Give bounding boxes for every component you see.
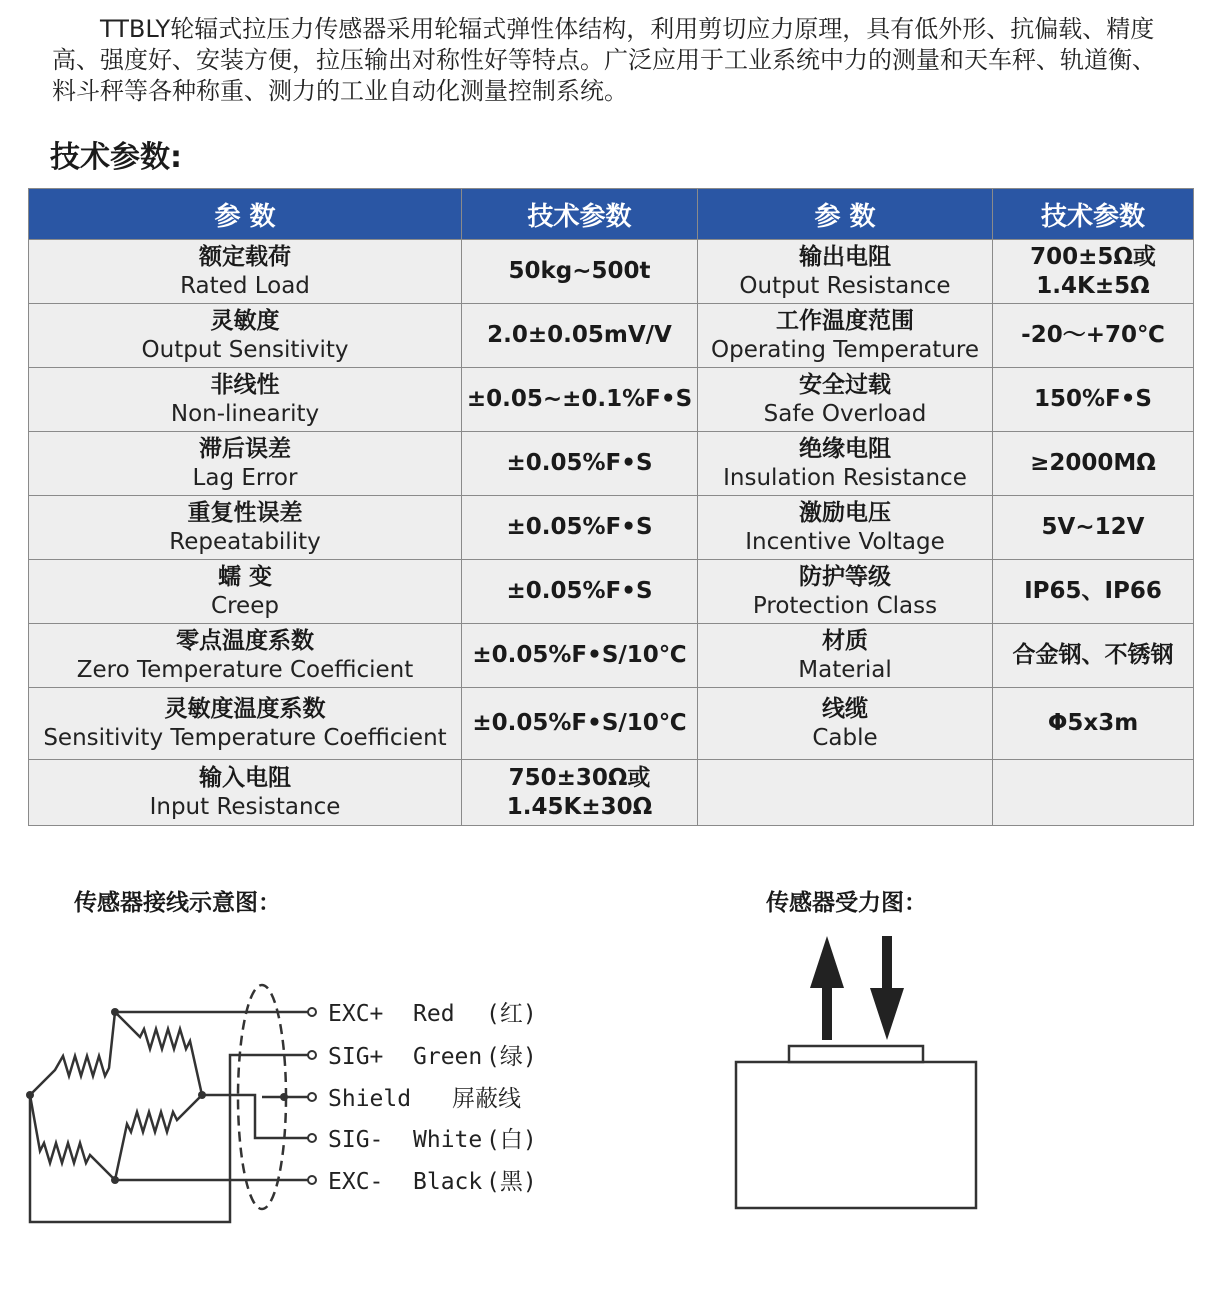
wire-color-label: Red — [413, 1001, 455, 1027]
wire-cn-label: (红) — [486, 1001, 537, 1027]
spec-value: 700±5Ω或 — [1030, 243, 1156, 270]
spec-value: IP65、IP66 — [1024, 578, 1162, 604]
spec-value: 750±30Ω或 — [508, 764, 651, 791]
param-name-cn: 线缆 — [822, 695, 868, 722]
wiring-diagram-title: 传感器接线示意图： — [74, 890, 281, 916]
param-name-cn: 重复性误差 — [187, 499, 303, 526]
param-name-cn: 灵敏度温度系数 — [164, 695, 326, 722]
param-name-en: Input Resistance — [149, 793, 341, 820]
load-cell-body — [736, 1062, 976, 1208]
spec-value: ≥2000MΩ — [1030, 450, 1156, 476]
load-cell-button — [789, 1046, 923, 1062]
wire-signal-label: EXC+ — [328, 1001, 384, 1027]
param-name-cn: 绝缘电阻 — [799, 435, 891, 462]
wire-labels — [328, 1001, 537, 1195]
param-name-en: Sensitivity Temperature Coefficient — [43, 724, 447, 751]
resistor-bottom-left — [30, 1095, 115, 1180]
param-name-cn: 非线性 — [210, 371, 280, 398]
param-name-cn: 安全过载 — [799, 371, 891, 398]
param-name-cn: 灵敏度 — [210, 307, 280, 334]
down-arrow-icon — [870, 936, 904, 1040]
param-name-cn: 输出电阻 — [799, 243, 891, 270]
section-title: 技术参数: — [50, 140, 182, 175]
param-name-en: Non-linearity — [170, 400, 320, 427]
force-diagram — [736, 936, 976, 1208]
wire-signal-label: SIG+ — [328, 1044, 384, 1070]
param-name-cn: 滞后误差 — [199, 435, 291, 462]
wire-signal-label: SIG- — [328, 1127, 384, 1153]
param-name-cn: 零点温度系数 — [176, 627, 314, 654]
resistor-top-left — [30, 1012, 115, 1095]
wire-cn-label: (黑) — [486, 1169, 537, 1195]
wire-color-label: Green — [413, 1044, 483, 1070]
spec-value: Φ5x3m — [1047, 710, 1139, 736]
spec-value: ±0.05%F•S — [506, 450, 653, 476]
resistor-bottom-right — [115, 1095, 202, 1180]
header-spec-2: 技术参数 — [993, 189, 1194, 240]
param-name-cn: 蠕 变 — [217, 563, 272, 590]
wire-cn-label: (绿) — [486, 1044, 537, 1070]
param-name-en: Repeatability — [169, 528, 321, 555]
param-name-en: Output Sensitivity — [141, 336, 349, 363]
param-name-en: Incentive Voltage — [745, 528, 945, 555]
wire-signal-label: Shield — [328, 1086, 412, 1112]
wire-sig-minus — [202, 1095, 308, 1138]
param-name-cn: 材质 — [822, 627, 868, 654]
spec-value: ±0.05%F•S — [506, 514, 653, 540]
header-spec-1: 技术参数 — [462, 189, 698, 240]
param-name-en: Protection Class — [752, 592, 938, 619]
param-name-cn: 防护等级 — [799, 563, 891, 590]
intro-paragraph: TTBLY轮辐式拉压力传感器采用轮辐式弹性体结构，利用剪切应力原理，具有低外形、抗偏载、精度高、强度好、安装方便，拉压输出对称性好等特点。广泛应用于工业系统中力的测量和天车秤、轨道衡、料斗秤等各种称重、测力的工业自动化测量控制系统。 — [52, 15, 1156, 105]
spec-value: 50kg~500t — [508, 258, 651, 284]
param-name-en: Material — [798, 656, 892, 683]
spec-value: 合金钢、不锈钢 — [1012, 642, 1174, 668]
param-name-cn: 工作温度范围 — [776, 307, 914, 334]
param-name-en: Zero Temperature Coefficient — [76, 656, 414, 683]
param-name-en: Rated Load — [180, 272, 310, 299]
param-name-en: Output Resistance — [739, 272, 951, 299]
param-name-cn: 输入电阻 — [199, 764, 291, 791]
wire-color-label: White — [413, 1127, 483, 1153]
spec-value: ±0.05%F•S — [506, 578, 653, 604]
spec-value: ±0.05%F•S/10℃ — [472, 710, 687, 736]
spec-value: 5V~12V — [1041, 514, 1145, 540]
param-name-en: Cable — [812, 724, 878, 751]
spec-value: 1.4K±5Ω — [1036, 272, 1150, 299]
param-name-en: Creep — [211, 592, 279, 619]
wire-signal-label: EXC- — [328, 1169, 384, 1195]
spec-value: ±0.05%F•S/10℃ — [472, 642, 687, 668]
spec-value: -20～+70℃ — [1021, 322, 1165, 348]
wire-cn-label: 屏蔽线 — [452, 1086, 521, 1112]
spec-value: ±0.05~±0.1%F•S — [466, 386, 693, 412]
param-name-en: Operating Temperature — [711, 336, 979, 363]
wire-cn-label: (白) — [486, 1127, 537, 1153]
header-param-2: 参 数 — [698, 189, 993, 240]
terminal-dots — [308, 1008, 316, 1184]
spec-value: 1.45K±30Ω — [506, 793, 653, 820]
resistor-top-right — [115, 1012, 202, 1095]
param-name-cn: 额定载荷 — [199, 243, 291, 270]
param-name-en: Safe Overload — [763, 400, 927, 427]
up-arrow-icon — [810, 936, 844, 1040]
wire-color-label: Black — [413, 1169, 483, 1195]
param-name-cn: 激励电压 — [799, 499, 891, 526]
spec-value: 150%F•S — [1033, 386, 1153, 412]
param-name-en: Insulation Resistance — [723, 464, 967, 491]
spec-value: 2.0±0.05mV/V — [487, 322, 672, 348]
bridge-circuit — [30, 1012, 308, 1222]
force-diagram-title: 传感器受力图： — [766, 890, 927, 916]
header-param-1: 参 数 — [29, 189, 462, 240]
param-name-en: Lag Error — [192, 464, 298, 491]
